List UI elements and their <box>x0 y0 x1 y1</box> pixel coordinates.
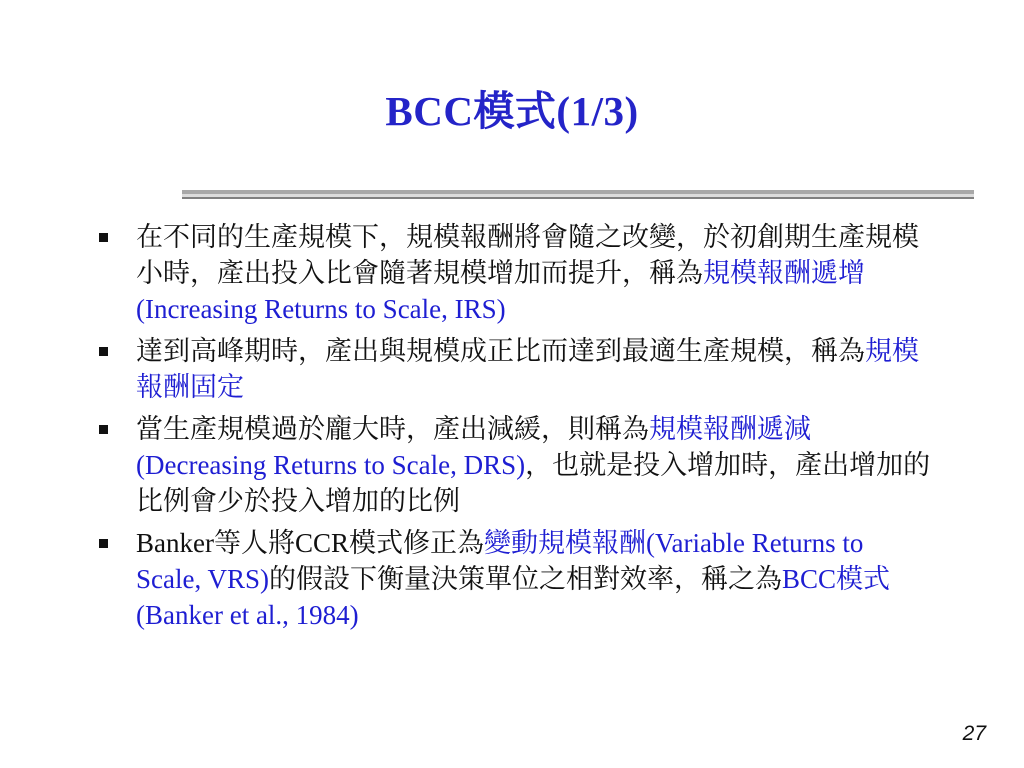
bullet-item <box>92 219 932 327</box>
slide-title: BCC模式(1/3) <box>385 88 639 134</box>
square-bullet-icon <box>99 233 108 242</box>
title-divider-shadow <box>182 197 974 199</box>
square-bullet-icon <box>99 539 108 548</box>
page-number: 27 <box>962 722 986 745</box>
bullet-text: ，也就是投入增加時，產出增加的比例會少於投入增加的比例 <box>136 450 931 516</box>
bullet-list <box>92 219 932 639</box>
square-bullet-icon <box>99 347 108 356</box>
bullet-text: 達到高峰期時，產出與規模成正比而達到最適生產規模，稱為 <box>136 336 865 366</box>
highlighted-term: 規模報酬遞增(Increasing Returns to Scale, IRS) <box>136 258 865 324</box>
highlighted-term: 規模報酬固定 <box>136 336 919 402</box>
bullet-item <box>92 411 932 519</box>
bullet-item <box>92 525 932 633</box>
bullet-text: 當生產規模過於龐大時，產出減緩，則稱為 <box>136 414 649 444</box>
bullet-text: 在不同的生產規模下，規模報酬將會隨之改變，於初創期生產規模小時，產出投入比會隨著規模增加而提升，稱為 <box>136 222 919 288</box>
highlighted-term: 變動規模報酬(Variable Returns to Scale, VRS) <box>136 528 864 594</box>
bullet-text: Banker等人將CCR模式修正為 <box>136 528 484 558</box>
highlighted-term: 規模報酬遞減(Decreasing Returns to Scale, DRS) <box>136 414 811 480</box>
highlighted-term: BCC模式(Banker et al., 1984) <box>136 564 891 630</box>
bullet-item <box>92 333 932 405</box>
bullet-text: 的假設下衡量決策單位之相對效率，稱之為 <box>269 564 782 594</box>
square-bullet-icon <box>99 425 108 434</box>
